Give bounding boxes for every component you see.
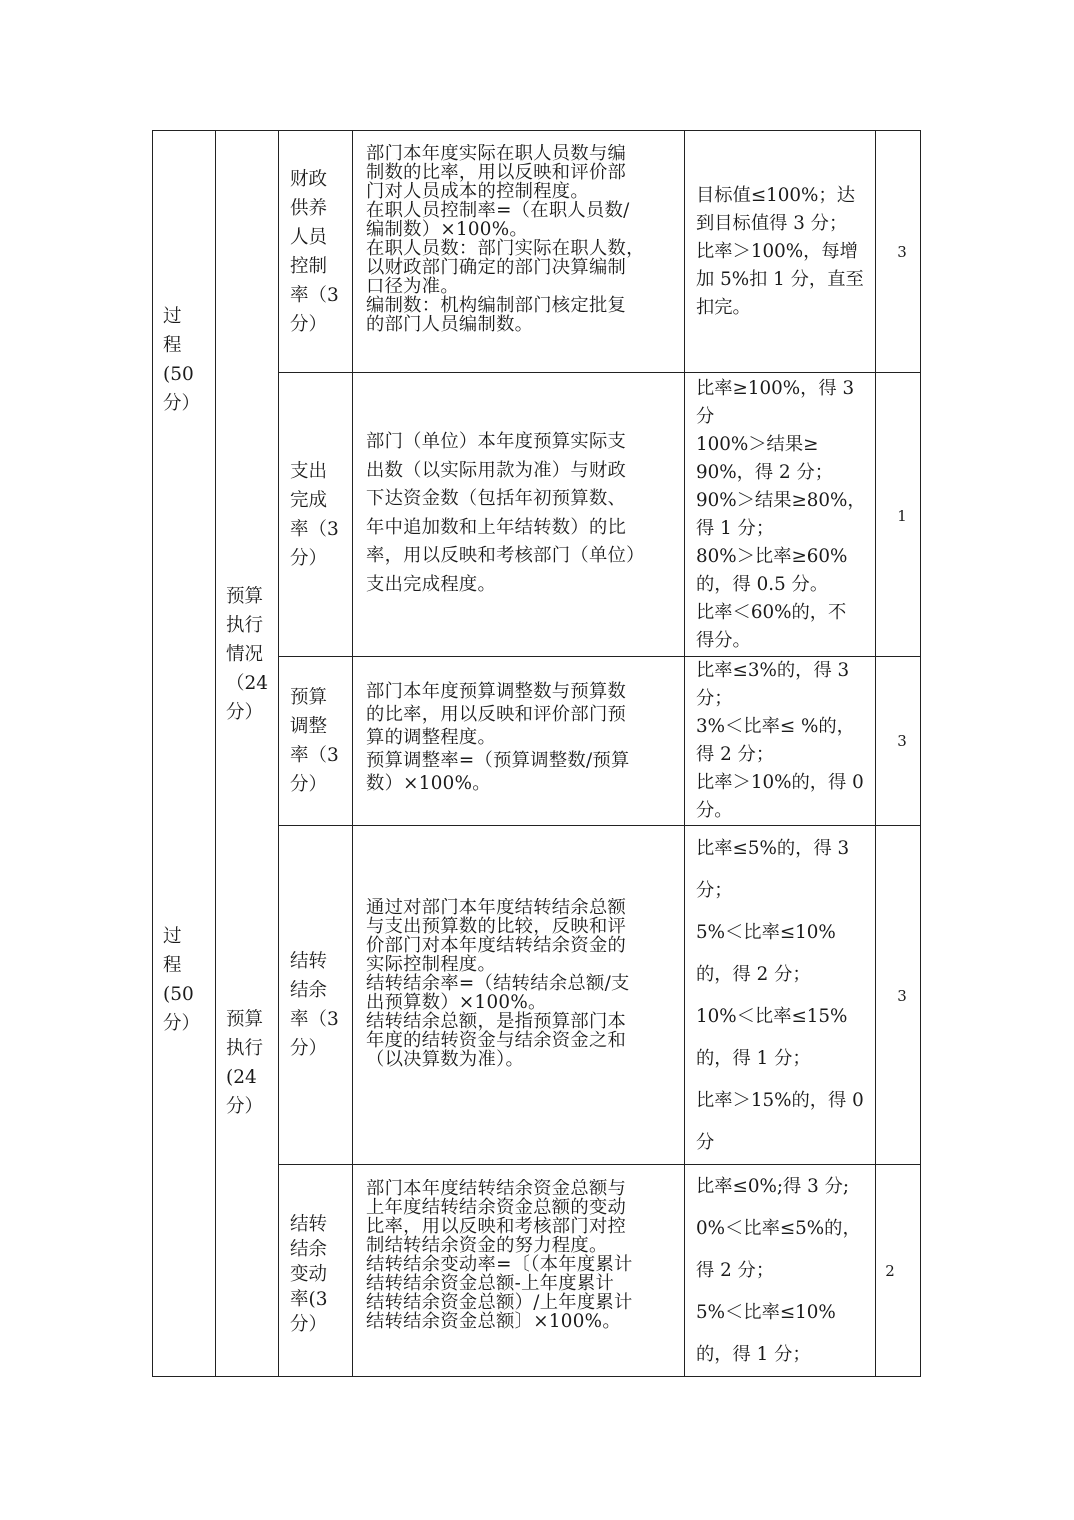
score-value: 1 [897,507,907,525]
column-divider [875,130,876,1377]
table-border-left [152,130,153,1377]
table-border-top [152,130,921,131]
score-value: 3 [897,987,907,1005]
scoring-criteria: 比率≤5%的，得 3 分； 5%＜比率≤10% 的，得 2 分； 10%＜比率≤15% 的，得 1 分； 比率＞15%的，得 0 分 [696,838,864,1153]
scoring-criteria: 比率≤3%的，得 3 分； 3%＜比率≤ %的， 得 2 分； 比率＞10%的，得 0 分。 [696,660,864,821]
scoring-criteria: 比率≤0%;得 3 分; 0%＜比率≤5%的， 得 2 分； 5%＜比率≤10% 的，得 1 分； [696,1176,861,1365]
row-divider [278,825,921,826]
indicator-description: 部门本年度结转结余资金总额与 上年度结转结余资金总额的变动 比率，用以反映和考核部门对控 制结转结余资金的努力程度。 结转结余变动率=〔（本年度累计 结转结余资金总额-上年度累计 结转结余资金总额）/上年度累计 结转结余资金总额〕×100%。 [366,1179,633,1331]
level1-label-process: 过 程 (50 分） [163,926,201,1034]
score-value: 2 [885,1262,895,1280]
indicator-description: 部门本年度预算调整数与预算数 的比率，用以反映和评价部门预 算的调整程度。 预算调整率=（预算调整数/预算 数）×100%。 [366,681,630,794]
column-divider [352,130,353,1377]
indicator-name: 预算 调整 率（3 分） [290,687,339,795]
table-border-right [920,130,921,1377]
score-value: 3 [897,243,907,261]
scoring-criteria: 目标值≤100%；达 到目标值得 3 分； 比率＞100%，每增 加 5%扣 1 分，直至 扣完。 [696,185,864,318]
column-divider [278,130,279,1377]
column-divider [215,130,216,1377]
row-divider [278,372,921,373]
indicator-description: 部门（单位）本年度预算实际支 出数（以实际用款为准）与财政 下达资金数（包括年初预算数、 年中追加数和上年结转数）的比 率，用以反映和考核部门（单位） 支出完成程度。 [366,431,645,595]
indicator-name: 结转 结余 率（3 分） [290,951,339,1059]
table-border-bottom [152,1376,921,1377]
scoring-criteria: 比率≥100%，得 3 分 100%＞结果≥ 90%，得 2 分； 90%＞结果≥80%， 得 1 分； 80%＞比率≥60% 的，得 0.5 分。 比率＜60%的，不 得分。 [696,378,866,651]
level2-label-budget-execution: 预算 执行 (24 分） [226,1009,264,1117]
indicator-description: 部门本年度实际在职人员数与编 制数的比率，用以反映和评价部 门对人员成本的控制程度。 在职人员控制率=（在职人员数/ 编制数）×100%。 在职人员数：部门实际在职人数， 以财政部门确定的部门决算编制 口径为准。 编制数：机构编制部门核定批复 的部门人员编制数。 [366,144,645,334]
level1-label-process: 过 程 (50 分） [163,306,201,414]
level2-label-budget-execution: 预算 执行 情况 （24 分） [226,586,269,723]
indicator-name: 支出 完成 率（3 分） [290,461,339,569]
indicator-name: 结转 结余 变动 率(3 分） [290,1214,328,1335]
indicator-description: 通过对部门本年度结转结余总额 与支出预算数的比较，反映和评 价部门对本年度结转结余资金的 实际控制程度。 结转结余率=（结转结余总额/支 出预算数）×100%。 结转结余总额，是指预算部门本 年度的结转资金与结余资金之和 （以决算数为准）。 [366,898,630,1069]
indicator-name: 财政 供养 人员 控制 率（3 分） [290,169,339,335]
column-divider [684,130,685,1377]
score-value: 3 [897,732,907,750]
